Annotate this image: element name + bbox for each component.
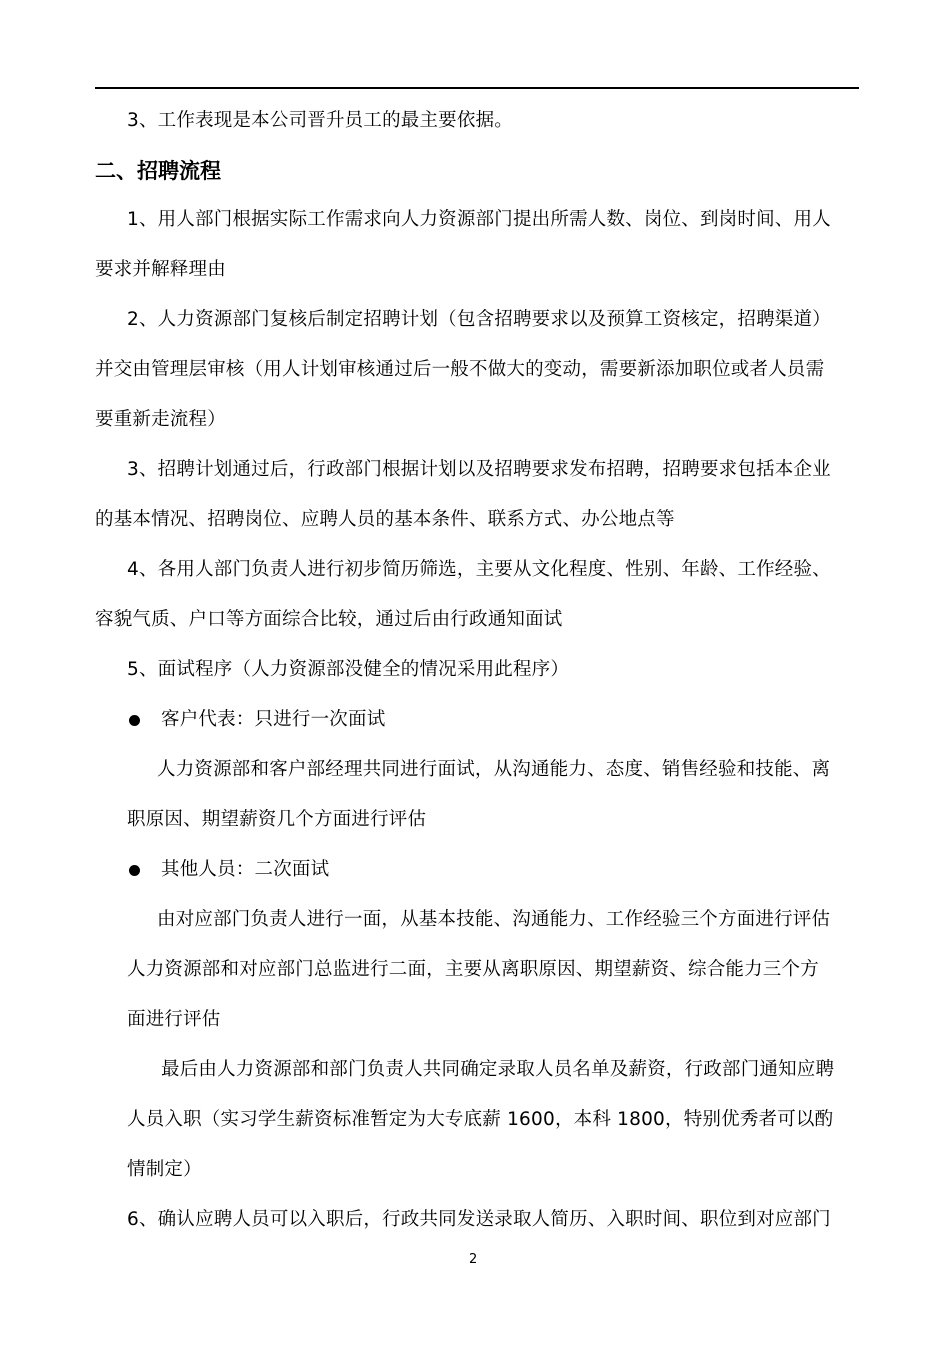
bullet-2-text-line-2: 人力资源部和对应部门总监进行二面，主要从离职原因、期望薪资、综合能力三个方 [127, 959, 819, 980]
final-line-3: 情制定） [127, 1159, 202, 1180]
step-6-line-1: 6、确认应聘人员可以入职后，行政共同发送录取人简历、入职时间、职位到对应部门 [127, 1209, 831, 1230]
section-title: 二、招聘流程 [95, 159, 221, 183]
bullet-1-text-line-2: 职原因、期望薪资几个方面进行评估 [127, 809, 427, 830]
step-4-line-1: 4、各用人部门负责人进行初步简历筛选，主要从文化程度、性别、年龄、工作经验、 [127, 559, 831, 580]
bullet-2-text-line-1: 由对应部门负责人进行一面，从基本技能、沟通能力、工作经验三个方面进行评估 [157, 909, 831, 930]
header-rule [95, 87, 859, 89]
step-3-line-2: 的基本情况、招聘岗位、应聘人员的基本条件、联系方式、办公地点等 [95, 509, 675, 530]
step-1-line-1: 1、用人部门根据实际工作需求向人力资源部门提出所需人数、岗位、到岗时间、用人 [127, 209, 831, 230]
step-2-line-1: 2、人力资源部门复核后制定招聘计划（包含招聘要求以及预算工资核定，招聘渠道） [127, 309, 831, 330]
page-number: 2 [469, 1252, 478, 1267]
final-line-2: 人员入职（实习学生薪资标准暂定为大专底薪 1600，本科 1800，特别优秀者可以酌 [127, 1109, 834, 1130]
step-4-line-2: 容貌气质、户口等方面综合比较，通过后由行政通知面试 [95, 609, 563, 630]
bullet-dot-icon [129, 715, 140, 726]
bullet-2-text-line-3: 面进行评估 [127, 1009, 221, 1030]
step-2-line-3: 要重新走流程） [95, 409, 226, 430]
step-5-line-1: 5、面试程序（人力资源部没健全的情况采用此程序） [127, 659, 570, 680]
final-line-1: 最后由人力资源部和部门负责人共同确定录取人员名单及薪资，行政部门通知应聘 [161, 1059, 835, 1080]
step-2-line-2: 并交由管理层审核（用人计划审核通过后一般不做大的变动，需要新添加职位或者人员需 [95, 359, 825, 380]
step-1-line-2: 要求并解释理由 [95, 259, 226, 280]
bullet-1-text-line-1: 人力资源部和客户部经理共同进行面试，从沟通能力、态度、销售经验和技能、离 [157, 759, 831, 780]
bullet-2-label: 其他人员：二次面试 [161, 859, 330, 880]
step-3-line-1: 3、招聘计划通过后，行政部门根据计划以及招聘要求发布招聘，招聘要求包括本企业 [127, 459, 831, 480]
paragraph-line: 3、工作表现是本公司晋升员工的最主要依据。 [127, 110, 513, 131]
bullet-dot-icon [129, 865, 140, 876]
bullet-1-label: 客户代表：只进行一次面试 [161, 709, 386, 730]
